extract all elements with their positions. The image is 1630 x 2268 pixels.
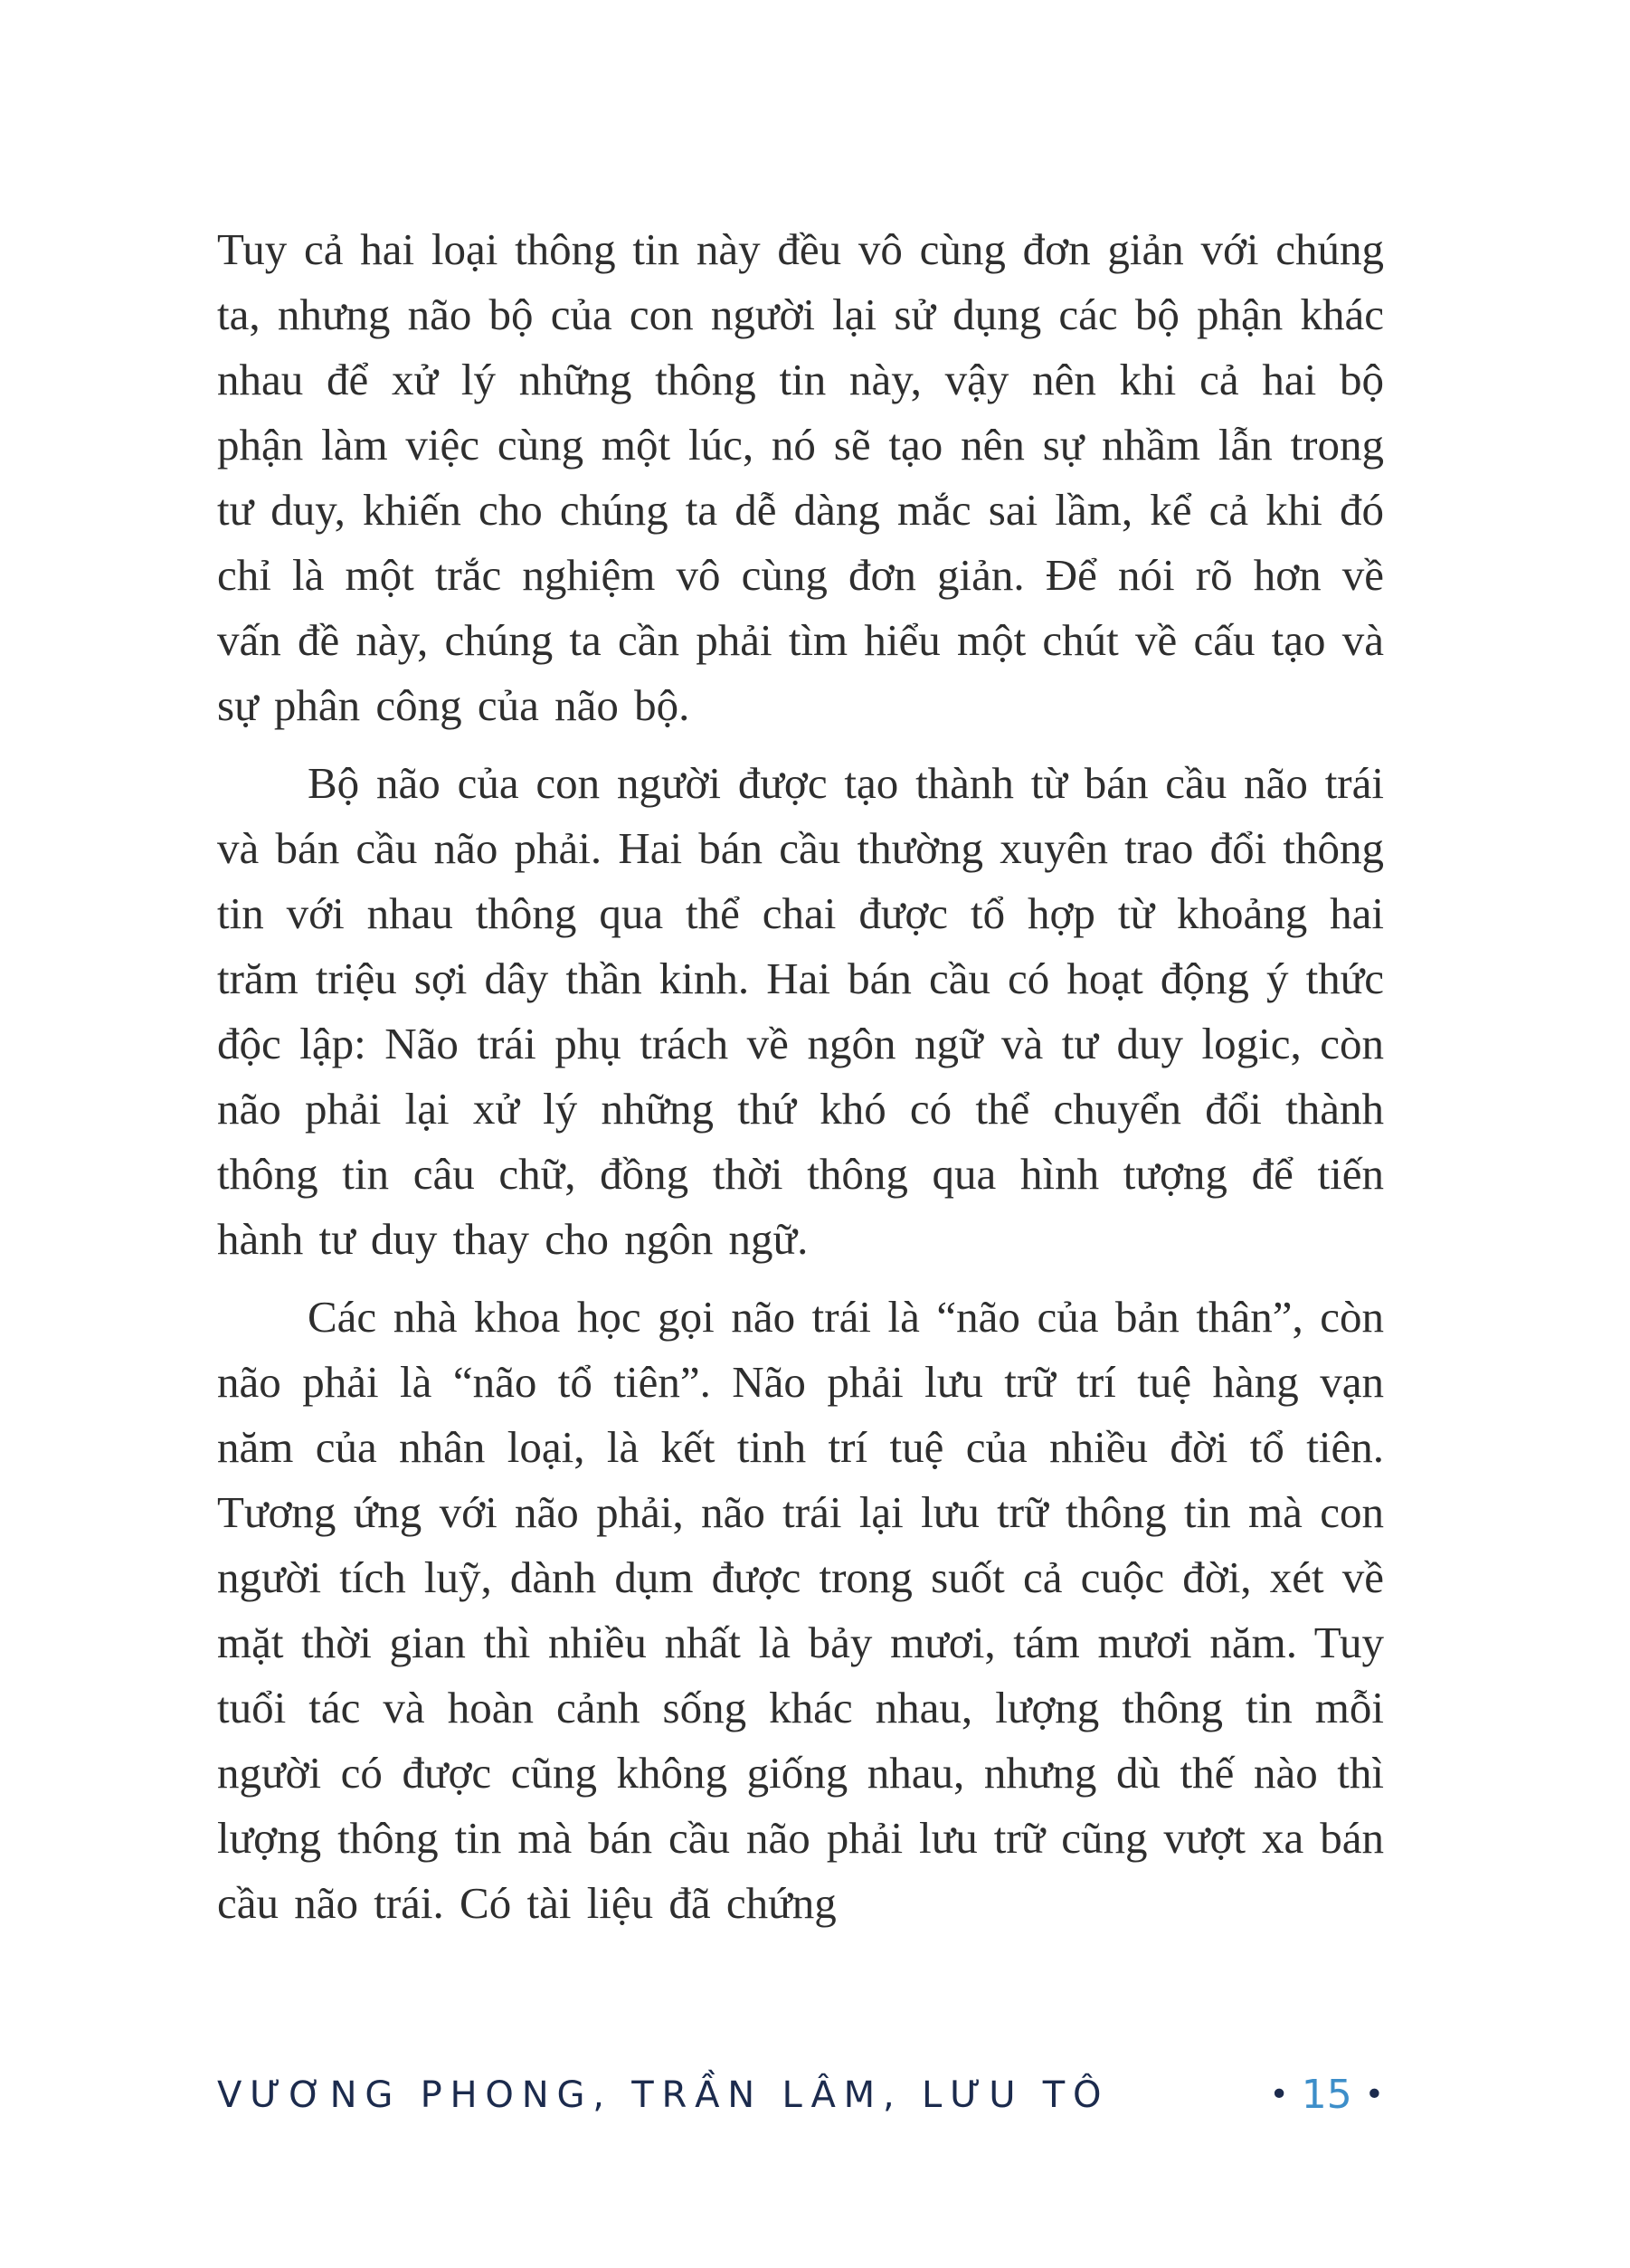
text-column — [217, 217, 1384, 1936]
footer-authors: VƯƠNG PHONG, TRẦN LÂM, LƯU TÔ — [217, 2073, 1110, 2116]
page-number-dot-left: • — [1269, 2075, 1289, 2113]
paragraph: Bộ não của con người được tạo thành từ bán cầu não trái và bán cầu não phải. Hai bán cầu thường xuyên trao đổi thông tin với nhau thông qua thể chai được tổ hợp từ khoảng hai trăm triệu sợi dây thần kinh. Hai bán cầu có hoạt động ý thức độc lập: Não trái phụ trách về ngôn ngữ và tư duy logic, còn não phải lại xử lý những thứ khó có thể chuyển đổi thành thông tin câu chữ, đồng thời thông qua hình tượng để tiến hành tư duy thay cho ngôn ngữ. — [217, 758, 1384, 1264]
page-footer — [217, 2072, 1384, 2118]
page-number — [1270, 2072, 1384, 2118]
paragraph: Các nhà khoa học gọi não trái là “não của bản thân”, còn não phải là “não tổ tiên”. Não phải lưu trữ trí tuệ hàng vạn năm của nhân loại, là kết tinh trí tuệ của nhiều đời tổ tiên. Tương ứng với não phải, não trái lại lưu trữ thông tin mà con người tích luỹ, dành dụm được trong suốt cả cuộc đời, xét về mặt thời gian thì nhiều nhất là bảy mươi, tám mươi năm. Tuy tuổi tác và hoàn cảnh sống khác nhau, lượng thông tin mỗi người có được cũng không giống nhau, nhưng dù thế nào thì lượng thông tin mà bán cầu não phải lưu trữ cũng vượt xa bán cầu não trái. Có tài liệu đã chứng — [217, 1292, 1384, 1928]
page-number-dot-right: • — [1364, 2075, 1384, 2113]
page-number-value: 15 — [1301, 2072, 1352, 2118]
paragraph: Tuy cả hai loại thông tin này đều vô cùng đơn giản với chúng ta, nhưng não bộ của con người lại sử dụng các bộ phận khác nhau để xử lý những thông tin này, vậy nên khi cả hai bộ phận làm việc cùng một lúc, nó sẽ tạo nên sự nhầm lẫn trong tư duy, khiến cho chúng ta dễ dàng mắc sai lầm, kể cả khi đó chỉ là một trắc nghiệm vô cùng đơn giản. Để nói rõ hơn về vấn đề này, chúng ta cần phải tìm hiểu một chút về cấu tạo và sự phân công của não bộ. — [217, 224, 1384, 730]
